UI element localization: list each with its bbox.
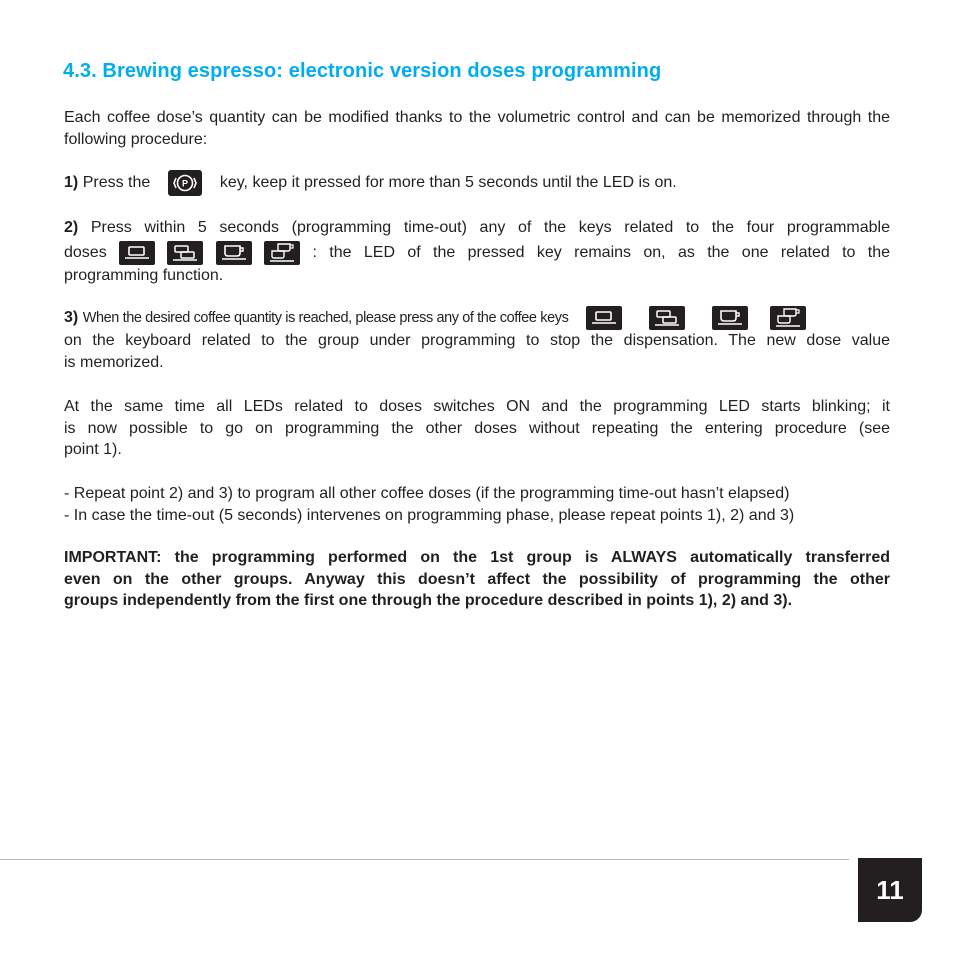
important-line-2: even on the other groups. Anyway this doesn’t affect the possibility of programming the other [64, 570, 890, 588]
step-2-line-3: programming function. [64, 266, 224, 284]
same-time-line-3: point 1). [64, 441, 122, 458]
step-2-line-1: Press within 5 seconds (programming time-out) any of the keys related to the four programmable [90, 219, 890, 236]
step-2 [64, 217, 890, 286]
step-1-after: key, keep it pressed for more than 5 seconds until the LED is on. [219, 174, 677, 192]
one-large-cup-icon [712, 306, 748, 330]
coffee-key-4 [770, 306, 806, 330]
coffee-key-1 [586, 306, 622, 330]
step-3-line-1: When the desired coffee quantity is reached, please press any of the coffee keys [82, 310, 569, 327]
two-small-cups-icon [167, 241, 203, 265]
important-note [64, 547, 890, 612]
note-1: - Repeat point 2) and 3) to program all other coffee doses (if the programming time-out hasn’t elapsed) [64, 485, 790, 502]
step-1-number: 1) [64, 174, 79, 192]
programming-key-label: P [182, 178, 189, 189]
step-3 [64, 306, 890, 373]
important-line-3: groups independently from the first one through the procedure described in points 1), 2) and 3). [64, 592, 793, 609]
intro-paragraph [64, 107, 890, 150]
one-large-cup-key [216, 241, 252, 265]
one-small-cup-icon [119, 241, 155, 265]
two-large-cups-icon [770, 306, 806, 330]
section-heading: 4.3. Brewing espresso: electronic version doses programming [63, 60, 662, 82]
programming-key-icon [168, 170, 202, 196]
coffee-key-2 [649, 306, 685, 330]
two-small-cups-icon [649, 306, 685, 330]
note-2: - In case the time-out (5 seconds) intervenes on programming phase, please repeat points 1), 2) and 3) [64, 506, 795, 524]
step-1-before: Press the [82, 174, 151, 192]
step-3-number: 3) [64, 309, 79, 327]
step-2-after-keys: : the LED of the pressed key remains on, as the one related to the [312, 243, 891, 261]
page-number: 11 [858, 858, 922, 922]
step-2-doses-word: doses [64, 243, 107, 261]
step-1 [64, 170, 890, 196]
two-large-cups-key [264, 241, 300, 265]
step-3-line-3: is memorized. [64, 353, 164, 371]
important-line-1: IMPORTANT: the programming performed on the 1st group is ALWAYS automatically transferred [64, 549, 890, 566]
notes [64, 483, 890, 526]
one-large-cup-icon [216, 241, 252, 265]
same-time-line-2: is now possible to go on programming the other doses without repeating the entering procedure (see [64, 419, 890, 437]
same-time-paragraph [64, 396, 890, 461]
coffee-key-3 [712, 306, 748, 330]
two-large-cups-icon [264, 241, 300, 265]
two-small-cups-key [167, 241, 203, 265]
one-small-cup-icon [586, 306, 622, 330]
intro-text: Each coffee dose’s quantity can be modified thanks to the volumetric control and can be memorized through the following procedure: [64, 109, 890, 148]
one-small-cup-key [119, 241, 155, 265]
same-time-line-1: At the same time all LEDs related to doses switches ON and the programming LED starts blinking; it [64, 398, 890, 415]
step-3-line-2: on the keyboard related to the group under programming to stop the dispensation. The new dose value [64, 332, 890, 349]
step-2-number: 2) [64, 219, 79, 236]
footer-divider [0, 859, 849, 860]
